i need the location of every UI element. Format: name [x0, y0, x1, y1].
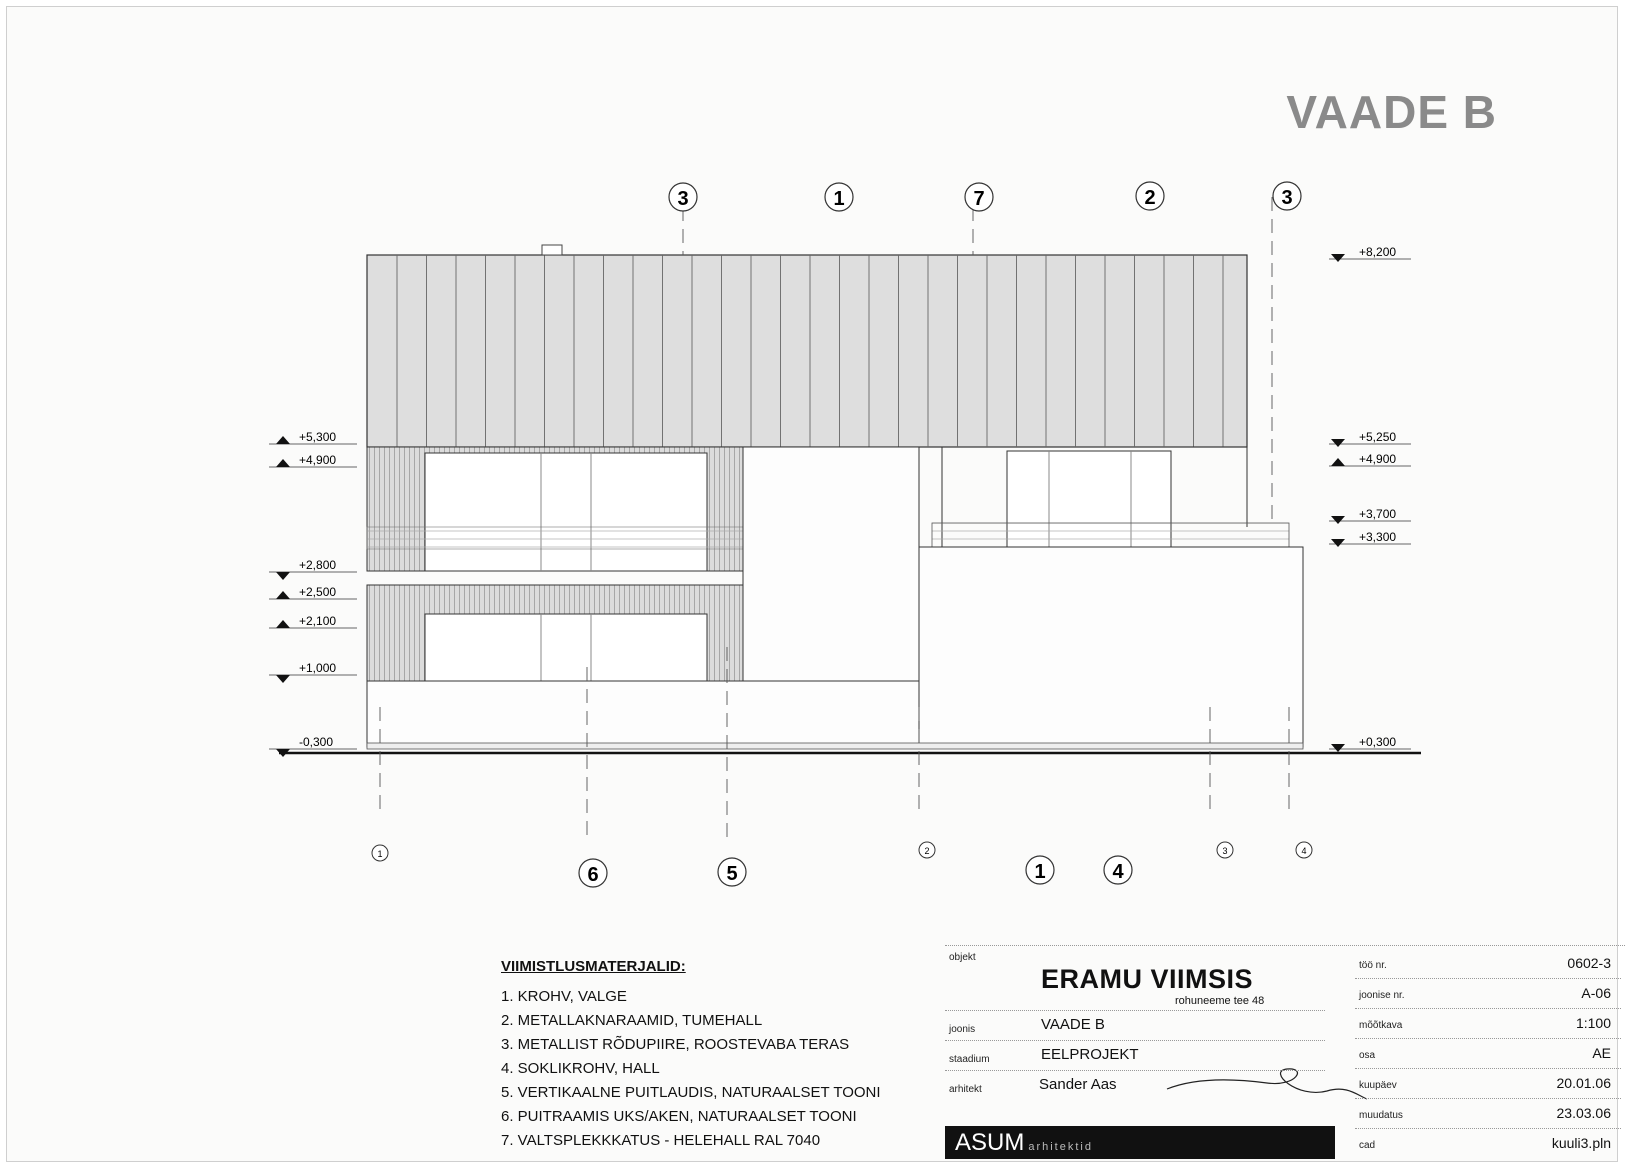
row-label: osa: [1359, 1050, 1376, 1061]
level-left-2: +2,800: [299, 558, 337, 572]
level-markers-left: [269, 430, 357, 757]
objekt-label: objekt: [949, 952, 976, 963]
architect-name: Sander Aas: [1039, 1076, 1117, 1093]
bottom-marker-1: 5: [726, 863, 738, 885]
bottom-marker-3: 4: [1112, 861, 1124, 883]
firm-subtitle: arhitektid: [1028, 1141, 1093, 1153]
firm-name: ASUM: [955, 1129, 1025, 1156]
bottom-material-markers: [579, 856, 1132, 887]
legend-item: 2. METALLAKNARAAMID, TUMEHALL: [501, 1012, 763, 1029]
row-value: 20.01.06: [1556, 1075, 1611, 1091]
stage-value: EELPROJEKT: [1041, 1046, 1139, 1063]
arhitekt-label: arhitekt: [949, 1084, 982, 1095]
joonis-label: joonis: [949, 1024, 976, 1035]
lower-right-volume: [919, 547, 1303, 747]
legend-item: 7. VALTSPLEKKKATUS - HELEHALL RAL 7040: [501, 1132, 821, 1149]
level-right-2: +4,900: [1359, 452, 1397, 466]
row-label: joonise nr.: [1359, 990, 1405, 1001]
top-marker-1: 1: [833, 188, 845, 210]
row-label: kuupäev: [1359, 1080, 1397, 1091]
level-right-3: +3,700: [1359, 507, 1397, 521]
legend-item: 1. KROHV, VALGE: [501, 988, 627, 1005]
roof: [367, 245, 1247, 447]
drawing-title: VAADE B: [1286, 86, 1497, 138]
legend-item: 5. VERTIKAALNE PUITLAUDIS, NATURAALSET TOONI: [501, 1084, 881, 1101]
title-block: [945, 945, 1625, 1159]
axis-marker-0: 1: [377, 849, 383, 859]
row-value: AE: [1592, 1045, 1611, 1061]
level-left-1: +4,900: [299, 453, 337, 467]
top-marker-0: 3: [677, 188, 689, 210]
legend-heading: VIIMISTLUSMATERJALID:: [501, 958, 686, 975]
axis-marker-1: 2: [924, 846, 930, 856]
level-left-0: +5,300: [299, 430, 337, 444]
level-right-1: +5,250: [1359, 430, 1397, 444]
level-markers-right: [1329, 245, 1411, 752]
level-left-5: +1,000: [299, 661, 337, 675]
top-marker-2: 7: [973, 188, 985, 210]
legend-item: 6. PUITRAAMIS UKS/AKEN, NATURAALSET TOONI: [501, 1108, 857, 1125]
row-label: töö nr.: [1359, 960, 1387, 971]
project-address: rohuneeme tee 48: [1175, 995, 1265, 1007]
axis-marker-2: 3: [1222, 846, 1228, 856]
drawing-name: VAADE B: [1041, 1016, 1105, 1033]
legend-item: 3. METALLIST RÕDUPIIRE, ROOSTEVABA TERAS: [501, 1036, 850, 1053]
lower-left-block: [367, 585, 743, 681]
balcony-railing: [932, 523, 1289, 547]
legend-item: 4. SOKLIKROHV, HALL: [501, 1060, 660, 1077]
axis-marker-3: 4: [1301, 846, 1307, 856]
level-right-5: +0,300: [1359, 735, 1397, 749]
level-left-3: +2,500: [299, 585, 337, 599]
drawing-sheet: [6, 6, 1618, 1162]
row-value: A-06: [1581, 985, 1611, 1001]
row-label: mõõtkava: [1359, 1020, 1403, 1031]
axis-markers: [372, 842, 1312, 861]
central-wall: [743, 447, 942, 681]
top-marker-4: 3: [1281, 187, 1293, 209]
row-value: kuuli3.pln: [1551, 1135, 1611, 1151]
row-label: cad: [1359, 1140, 1376, 1151]
top-material-markers: [669, 182, 1301, 211]
level-left-4: +2,100: [299, 614, 337, 628]
level-right-0: +8,200: [1359, 245, 1397, 259]
top-marker-3: 2: [1144, 187, 1156, 209]
materials-legend: [501, 955, 881, 1153]
row-label: muudatus: [1359, 1110, 1403, 1121]
row-value: 23.03.06: [1556, 1105, 1611, 1121]
row-value: 0602-3: [1567, 955, 1611, 971]
project-name: ERAMU VIIMSIS: [1041, 964, 1254, 994]
firm-logo: [945, 1126, 1335, 1159]
bottom-marker-0: 6: [587, 864, 599, 886]
row-value: 1:100: [1575, 1015, 1611, 1031]
staadium-label: staadium: [949, 1054, 990, 1065]
bottom-marker-2: 1: [1034, 861, 1046, 883]
level-right-4: +3,300: [1359, 530, 1397, 544]
upper-left-block: [367, 447, 743, 585]
level-left-6: -0,300: [299, 735, 334, 749]
